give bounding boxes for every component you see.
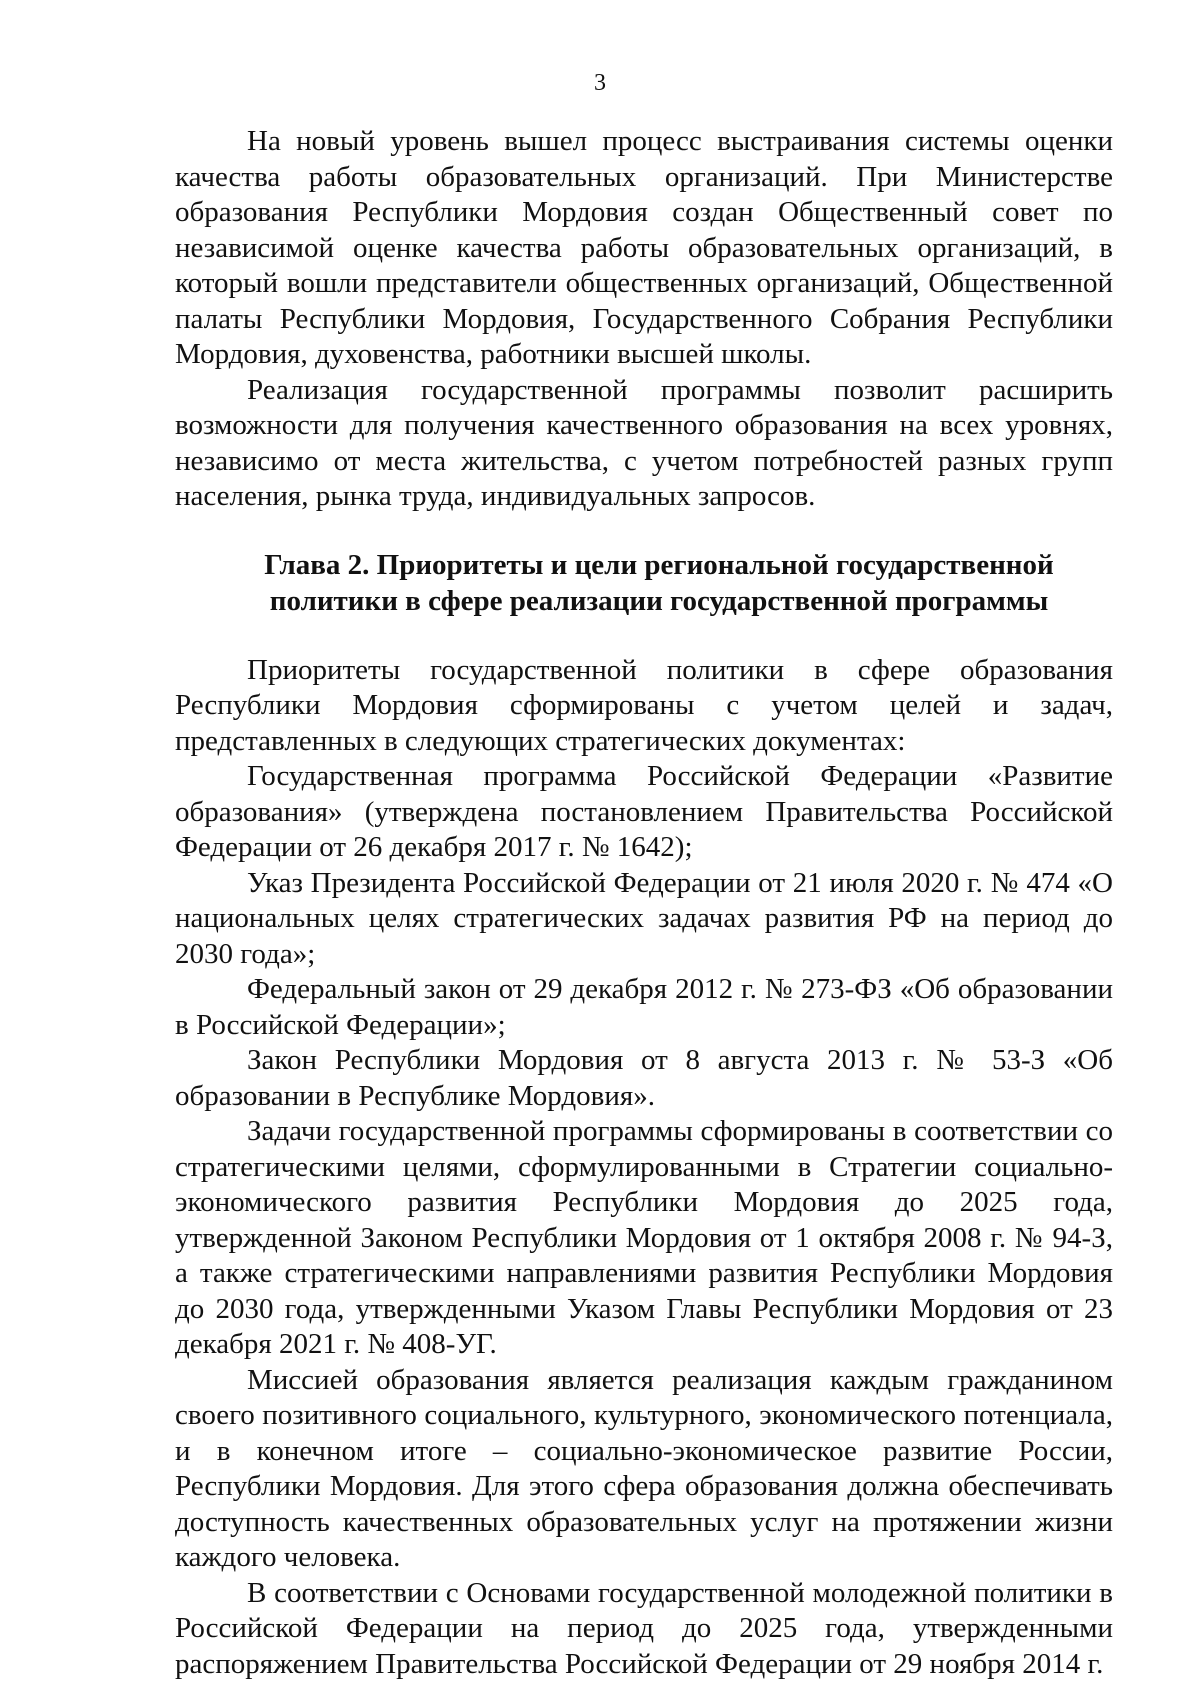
- paragraph-presidential-decree: Указ Президента Российской Федерации от 21 июля 2020 г. № 474 «О национальных целях стратегических задачах развития РФ на период до 2030 года»;: [175, 866, 1113, 970]
- page-number: 3: [594, 70, 606, 96]
- paragraph-education-mission: Миссией образования является реализация каждым гражданином своего позитивного социального, культурного, экономического потенциала, и в конечном итоге – социально-экономическое развитие России, Республики Мордовия. Для этого сфера образования должна обеспечивать доступность качественных образовательных услуг на протяжении жизни каждого человека.: [175, 1363, 1113, 1573]
- paragraph-regional-law: Закон Республики Мордовия от 8 августа 2013 г. № 53-З «Об образовании в Республике Мордовия».: [175, 1044, 1113, 1112]
- document-body: [175, 124, 1113, 1682]
- paragraph-priorities: Приоритеты государственной политики в сфере образования Республики Мордовия сформированы с учетом целей и задач, представленных в следующих стратегических документах:: [175, 653, 1113, 757]
- paragraph-program-tasks: Задачи государственной программы сформированы в соответствии со стратегическими целями, сформулированными в Стратегии социально-экономического развития Республики Мордовия до 2025 года, утвержденной Законом Республики Мордовия от 1 октября 2008 г. № 94-З, а также стратегическими направлениями развития Республики Мордовия до 2030 года, утвержденными Указом Главы Республики Мордовия от 23 декабря 2021 г. № 408-УГ.: [175, 1115, 1113, 1360]
- chapter-heading-line-1: Глава 2. Приоритеты и цели региональной государственной: [264, 548, 1054, 581]
- chapter-heading-line-2: политики в сфере реализации государственной программы: [269, 584, 1049, 617]
- paragraph-youth-policy: В соответствии с Основами государственной молодежной политики в Российской Федерации на период до 2025 года, утвержденными распоряжением Правительства Российской Федерации от 29 ноября 2014 г.: [175, 1576, 1113, 1680]
- paragraph-program-implementation: Реализация государственной программы позволит расширить возможности для получения качественного образования на всех уровнях, независимо от места жительства, с учетом потребностей разных групп населения, рынка труда, индивидуальных запросов.: [175, 373, 1113, 512]
- paragraph-state-program: Государственная программа Российской Федерации «Развитие образования» (утверждена постановлением Правительства Российской Федерации от 26 декабря 2017 г. № 1642);: [175, 760, 1113, 863]
- paragraph-evaluation-system: На новый уровень вышел процесс выстраивания системы оценки качества работы образовательных организаций. При Министерстве образования Республики Мордовия создан Общественный совет по независимой оценке качества работы образовательных организаций, в который вошли представители общественных организаций, Общественной палаты Республики Мордовия, Государственного Собрания Республики Мордовия, духовенства, работники высшей школы.: [175, 125, 1113, 370]
- paragraph-federal-law: Федеральный закон от 29 декабря 2012 г. № 273-ФЗ «Об образовании в Российской Федерации»;: [175, 973, 1113, 1041]
- chapter-heading: [175, 547, 1113, 619]
